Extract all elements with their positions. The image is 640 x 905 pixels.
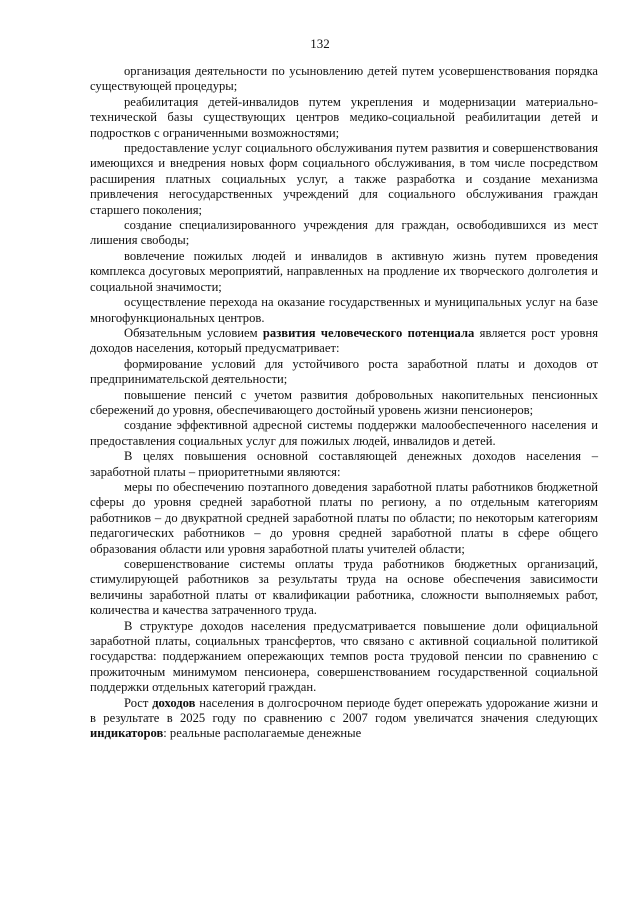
page-number: 132 (310, 36, 330, 51)
paragraph: создание специализированного учреждения для граждан, освободившихся из мест лишения свободы; (90, 218, 598, 248)
text-run: Обязательным условием (124, 325, 263, 340)
paragraph: В целях повышения основной составляющей денежных доходов населения – заработной платы – приоритетными являются: (90, 449, 598, 479)
paragraph (90, 326, 598, 357)
document-body (90, 64, 598, 742)
text-run: населения в долгосрочном периоде будет опережать удорожание жизни и в результате в 2025 году по сравнению с 2007 годом увеличатся значения следующих (90, 695, 598, 726)
bold-term: доходов (152, 695, 196, 710)
paragraph (90, 696, 598, 742)
paragraph: предоставление услуг социального обслуживания путем развития и совершенствования имеющихся и внедрения новых форм социального обслуживания, в том числе посредством расширения платных социальных услуг, а также разработка и создание механизма привлечения негосударственных учреждений для социального обслуживания граждан старшего поколения; (90, 141, 598, 217)
text-run: Рост (124, 695, 153, 710)
paragraph: создание эффективной адресной системы поддержки малообеспеченного населения и предоставления социальных услуг для пожилых людей, инвалидов и детей. (90, 418, 598, 448)
bold-term: развития человеческого потенциала (262, 325, 475, 340)
paragraph: формирование условий для устойчивого роста заработной платы и доходов от предпринимательской деятельности; (90, 356, 598, 387)
paragraph: повышение пенсий с учетом развития добровольных накопительных пенсионных сбережений до уровня, обеспечивающего достойный уровень жизни пенсионеров; (90, 387, 598, 417)
paragraph: осуществление перехода на оказание государственных и муниципальных услуг на базе многофункциональных центров. (90, 295, 598, 325)
bold-term: индикаторов (90, 726, 164, 741)
paragraph: В структуре доходов населения предусматривается повышение доли официальной заработной платы, социальных трансфертов, что связано с активной социальной политикой государства: поддержанием опережающих темпов роста трудовой пенсии по сравнению с прожиточным минимумом пенсионера, совершенствованием государственной социальной поддержки отдельных категорий граждан. (90, 618, 598, 695)
paragraph: организация деятельности по усыновлению детей путем усовершенствования порядка существующей процедуры; (90, 64, 598, 94)
paragraph: реабилитация детей-инвалидов путем укрепления и модернизации материально-технической базы существующих центров медико-социальной реабилитации детей и подростков с ограниченными возможностями; (90, 94, 598, 140)
paragraph: совершенствование системы оплаты труда работников бюджетных организаций, стимулирующей работников за результаты труда на основе обеспечения зависимости величины заработной платы от квалификации работника, сложности выполняемых работ, количества и качества затраченного труда. (90, 557, 598, 618)
text-run: : реальные располагаемые денежные (163, 726, 362, 741)
paragraph: вовлечение пожилых людей и инвалидов в активную жизнь путем проведения комплекса досуговых мероприятий, направленных на продление их творческого долголетия и социальной значимости; (90, 248, 598, 294)
paragraph: меры по обеспечению поэтапного доведения заработной платы работников бюджетной сферы до уровня средней заработной платы по региону, а по отдельным категориям работников – до двукратной средней заработной платы по области; по некоторым категориям педагогических работников – до уровня средней заработной платы в сфере общего образования области или уровня заработной платы учителей области; (90, 479, 598, 556)
text-run: является рост уровня доходов населения, который предусматривает: (90, 325, 598, 356)
